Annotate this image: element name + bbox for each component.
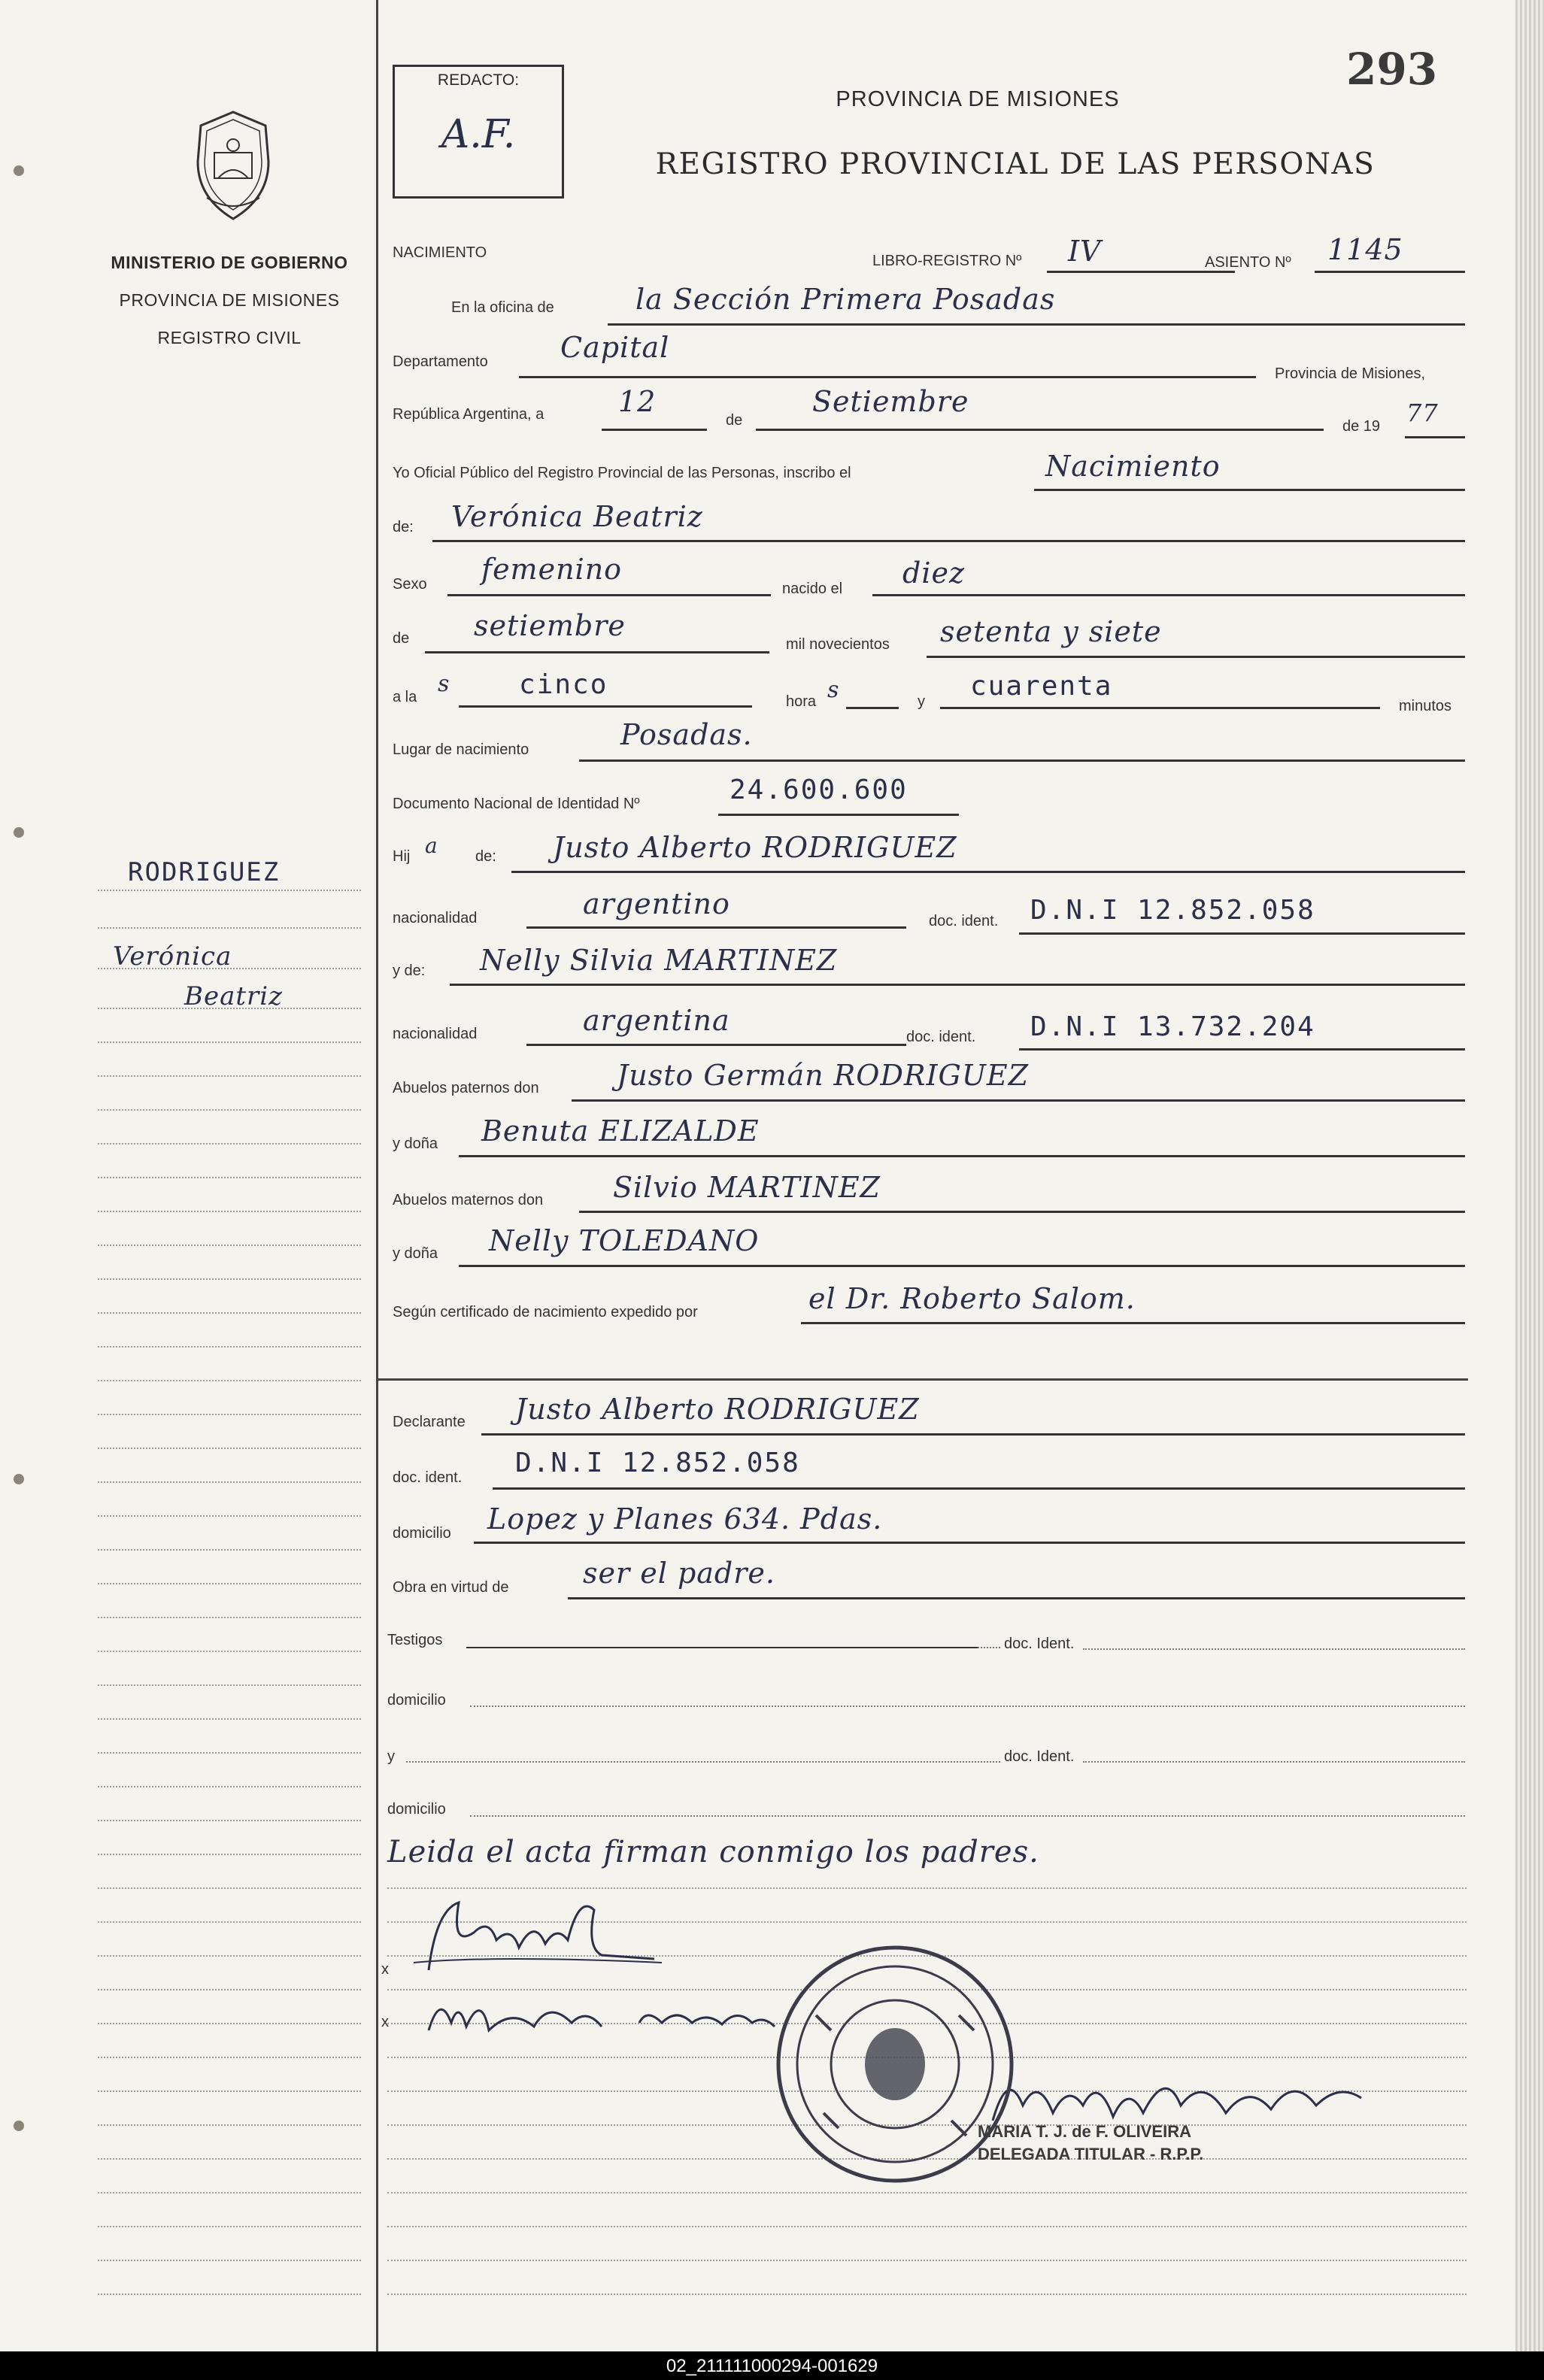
declarante-label: Declarante bbox=[393, 1414, 466, 1430]
redacto-label: REDACTO: bbox=[437, 71, 520, 89]
testigos-doc-label: doc. Ident. bbox=[1004, 1636, 1075, 1652]
domicilio-line bbox=[474, 1542, 1465, 1544]
testigos-domicilio-label: domicilio bbox=[387, 1692, 446, 1708]
year-words-line bbox=[927, 656, 1465, 658]
departamento-line bbox=[519, 376, 1256, 378]
hora-s-line bbox=[846, 707, 899, 709]
margin-rule bbox=[98, 1718, 361, 1720]
testigos-domicilio-dots bbox=[470, 1705, 1465, 1707]
year-value: 77 bbox=[1406, 399, 1439, 427]
dona-2-label: y doña bbox=[393, 1245, 438, 1262]
signature-rule bbox=[387, 2294, 1467, 2295]
margin-rule bbox=[98, 1989, 361, 1990]
margin-rule bbox=[98, 2192, 361, 2194]
dona-1-line bbox=[459, 1155, 1465, 1157]
departamento-label: Departamento bbox=[393, 353, 488, 370]
minutes-y-label: y bbox=[918, 693, 925, 710]
abuela-paterna-value: Benuta ELIZALDE bbox=[481, 1114, 760, 1148]
margin-rule bbox=[98, 1075, 361, 1077]
redacto-box bbox=[393, 65, 564, 199]
mother-de-label: y de: bbox=[393, 963, 426, 979]
signature-rule bbox=[387, 2260, 1467, 2261]
record-type-label: NACIMIENTO bbox=[393, 244, 487, 261]
testigos-doc-dots bbox=[1083, 1648, 1465, 1650]
y2-label: y bbox=[387, 1748, 395, 1765]
margin-given-name-1: Verónica bbox=[113, 941, 232, 972]
margin-rule bbox=[98, 1346, 361, 1348]
asiento-line bbox=[1315, 271, 1465, 273]
domicilio-value: Lopez y Planes 634. Pdas. bbox=[487, 1502, 883, 1536]
nacionalidad-1-value: argentino bbox=[583, 887, 730, 920]
margin-rule bbox=[98, 2294, 361, 2295]
father-name: Justo Alberto RODRIGUEZ bbox=[553, 831, 957, 864]
nacionalidad-1-label: nacionalidad bbox=[393, 910, 478, 926]
declarante-doc-line bbox=[493, 1487, 1465, 1490]
margin-rule bbox=[98, 1786, 361, 1787]
margin-rule bbox=[98, 1549, 361, 1551]
minutes-value: cuarenta bbox=[970, 671, 1113, 702]
testigos-strike bbox=[466, 1647, 978, 1648]
hora-s: s bbox=[827, 677, 840, 703]
asiento-value: 1145 bbox=[1327, 233, 1403, 266]
margin-rule bbox=[98, 1041, 361, 1043]
hour-line bbox=[459, 705, 752, 708]
margin-given-name-2: Beatriz bbox=[184, 981, 284, 1011]
dona-1-label: y doña bbox=[393, 1135, 438, 1152]
ministry-province: PROVINCIA DE MISIONES bbox=[119, 290, 340, 310]
ala-label: a la bbox=[393, 689, 417, 705]
ministry-registry: REGISTRO CIVIL bbox=[157, 328, 302, 347]
sexo-value: femenino bbox=[481, 553, 623, 586]
departamento-value: Capital bbox=[560, 331, 670, 364]
hora-label: hora bbox=[786, 693, 817, 710]
nacido-value: diez bbox=[902, 556, 965, 590]
abuela-materna-value: Nelly TOLEDANO bbox=[489, 1224, 760, 1257]
month2-de-label: de bbox=[393, 630, 410, 647]
name-line bbox=[432, 540, 1465, 542]
margin-rule bbox=[98, 1481, 361, 1483]
lugar-label: Lugar de nacimiento bbox=[393, 741, 529, 758]
margin-rule bbox=[98, 1921, 361, 1923]
doc-2-line bbox=[1019, 1048, 1465, 1051]
oficina-value: la Sección Primera Posadas bbox=[635, 283, 1056, 316]
doc-2-label: doc. ident. bbox=[906, 1029, 976, 1045]
dni-value: 24.600.600 bbox=[730, 775, 908, 805]
mother-name: Nelly Silvia MARTINEZ bbox=[480, 944, 838, 977]
abuelos-maternos-line bbox=[579, 1211, 1465, 1213]
signature-rule bbox=[387, 2226, 1467, 2227]
y2-dots bbox=[406, 1761, 1000, 1763]
binder-hole bbox=[14, 2121, 24, 2131]
abuelos-paternos-line bbox=[572, 1099, 1465, 1102]
oficial-label: Yo Oficial Público del Registro Provincial de las Personas, inscribo el bbox=[393, 465, 851, 481]
margin-rule bbox=[98, 1008, 361, 1009]
binder-hole bbox=[14, 165, 24, 176]
father-signature-icon bbox=[406, 1887, 677, 1985]
ala-s: s bbox=[438, 671, 450, 697]
libro-value: IV bbox=[1068, 235, 1102, 268]
margin-rule bbox=[98, 2124, 361, 2126]
margin-rule bbox=[98, 1177, 361, 1178]
margin-rule bbox=[98, 1211, 361, 1212]
signature-rule bbox=[387, 2192, 1467, 2194]
hij-suffix: a bbox=[425, 833, 438, 858]
lugar-line bbox=[579, 759, 1465, 762]
doc-1-line bbox=[1019, 932, 1465, 935]
dona-2-line bbox=[459, 1265, 1465, 1267]
oficial-value: Nacimiento bbox=[1045, 450, 1221, 483]
margin-rule bbox=[98, 2260, 361, 2261]
doc-1-value: D.N.I 12.852.058 bbox=[1030, 895, 1315, 926]
y2-domicilio-label: domicilio bbox=[387, 1801, 446, 1818]
certificado-label: Según certificado de nacimiento expedido por bbox=[393, 1304, 698, 1320]
nacido-label: nacido el bbox=[782, 581, 843, 597]
abuelo-paterno-value: Justo Germán RODRIGUEZ bbox=[617, 1059, 1030, 1092]
asiento-label: ASIENTO Nº bbox=[1205, 254, 1291, 271]
margin-rule bbox=[98, 1380, 361, 1381]
month2-line bbox=[425, 651, 769, 653]
column-divider bbox=[376, 0, 378, 2351]
month-line bbox=[756, 429, 1324, 431]
margin-rule bbox=[98, 1651, 361, 1652]
binder-hole bbox=[14, 827, 24, 838]
child-name: Verónica Beatriz bbox=[451, 500, 703, 533]
mil-label: mil novecientos bbox=[786, 636, 890, 653]
margin-rule bbox=[98, 2090, 361, 2092]
declarante-doc-label: doc. ident. bbox=[393, 1469, 463, 1486]
margin-rule bbox=[98, 1414, 361, 1415]
declarante-doc-value: D.N.I 12.852.058 bbox=[515, 1448, 800, 1478]
nacionalidad-2-line bbox=[526, 1044, 906, 1046]
signature-marker-2: x bbox=[381, 2014, 389, 2030]
oficina-label: En la oficina de bbox=[451, 299, 554, 316]
lugar-value: Posadas. bbox=[620, 718, 753, 751]
margin-rule bbox=[98, 1143, 361, 1145]
certificado-line bbox=[801, 1322, 1465, 1324]
margin-rule bbox=[98, 1109, 361, 1111]
margin-rule bbox=[98, 1617, 361, 1618]
nacionalidad-1-line bbox=[526, 926, 906, 929]
margin-rule bbox=[98, 2158, 361, 2160]
province-title: PROVINCIA DE MISIONES bbox=[836, 87, 1120, 111]
hij-label: Hij bbox=[393, 848, 411, 865]
libro-label: LIBRO-REGISTRO Nº bbox=[872, 253, 1022, 269]
margin-rule bbox=[98, 1515, 361, 1517]
margin-rule bbox=[98, 2226, 361, 2227]
abuelos-paternos-label: Abuelos paternos don bbox=[393, 1080, 539, 1096]
hour-value: cinco bbox=[519, 669, 608, 700]
margin-rule bbox=[98, 927, 361, 929]
day-line bbox=[602, 429, 707, 431]
sheet-number: 293 bbox=[1346, 44, 1438, 95]
obra-line bbox=[568, 1597, 1465, 1599]
minutos-label: minutos bbox=[1399, 698, 1452, 714]
obra-value: ser el padre. bbox=[583, 1557, 775, 1590]
signature-marker-1: x bbox=[381, 1961, 389, 1978]
y2-doc-dots bbox=[1083, 1761, 1465, 1763]
oficial-line bbox=[1034, 489, 1465, 491]
testigos-label: Testigos bbox=[387, 1632, 443, 1648]
declarante-line bbox=[481, 1433, 1465, 1436]
y2-doc-label: doc. Ident. bbox=[1004, 1748, 1075, 1765]
republica-label: República Argentina, a bbox=[393, 406, 544, 423]
abuelo-materno-value: Silvio MARTINEZ bbox=[613, 1171, 881, 1204]
margin-rule bbox=[98, 1278, 361, 1280]
nacionalidad-2-label: nacionalidad bbox=[393, 1026, 478, 1042]
provincia-suffix: Provincia de Misiones, bbox=[1275, 365, 1426, 382]
margin-rule bbox=[98, 1854, 361, 1855]
day-value: 12 bbox=[618, 385, 657, 418]
official-name: MARIA T. J. de F. OLIVEIRA bbox=[978, 2122, 1191, 2141]
margin-rule bbox=[98, 1583, 361, 1584]
image-caption: 02_211111000294-001629 bbox=[666, 2356, 878, 2376]
margin-rule bbox=[98, 1245, 361, 1246]
margin-rule bbox=[98, 1684, 361, 1686]
margin-rule bbox=[98, 1312, 361, 1314]
father-de-label: de: bbox=[475, 848, 496, 865]
margin-rule bbox=[98, 968, 361, 969]
obra-label: Obra en virtud de bbox=[393, 1579, 509, 1596]
doc-2-value: D.N.I 13.732.204 bbox=[1030, 1011, 1315, 1042]
date-de-label: de bbox=[726, 412, 743, 429]
ministry-name: MINISTERIO DE GOBIERNO bbox=[111, 253, 348, 272]
registry-title: REGISTRO PROVINCIAL DE LAS PERSONAS bbox=[655, 147, 1376, 181]
margin-surname: RODRIGUEZ bbox=[128, 857, 281, 887]
margin-rule bbox=[98, 1820, 361, 1821]
father-line bbox=[511, 871, 1465, 873]
binder-hole bbox=[14, 1474, 24, 1484]
sexo-line bbox=[447, 594, 771, 596]
minutes-line bbox=[940, 707, 1380, 709]
oficina-line bbox=[608, 323, 1465, 326]
closing-statement: Leida el acta firman conmigo los padres. bbox=[387, 1835, 1039, 1869]
margin-rule bbox=[98, 890, 361, 891]
margin-rule bbox=[98, 1887, 361, 1889]
dni-line bbox=[718, 814, 959, 816]
doc-1-label: doc. ident. bbox=[929, 913, 999, 929]
official-signature-block bbox=[978, 2121, 1203, 2166]
redacto-initials: A.F. bbox=[441, 112, 516, 157]
page-stack-edge bbox=[1515, 0, 1544, 2351]
domicilio-label: domicilio bbox=[393, 1525, 451, 1542]
abuelos-maternos-label: Abuelos maternos don bbox=[393, 1192, 544, 1208]
declarante-value: Justo Alberto RODRIGUEZ bbox=[515, 1393, 920, 1426]
provincial-crest-icon bbox=[184, 109, 282, 222]
mother-line bbox=[450, 984, 1465, 986]
month2-value: setiembre bbox=[474, 609, 626, 642]
section-divider bbox=[378, 1378, 1468, 1381]
margin-rule bbox=[98, 1448, 361, 1449]
nacionalidad-2-value: argentina bbox=[583, 1004, 730, 1037]
y2-domicilio-dots bbox=[470, 1815, 1465, 1817]
year-prefix-label: de 19 bbox=[1342, 418, 1381, 435]
certificado-value: el Dr. Roberto Salom. bbox=[808, 1282, 1136, 1315]
dni-label: Documento Nacional de Identidad Nº bbox=[393, 796, 640, 812]
margin-rule bbox=[98, 2023, 361, 2024]
year-words-value: setenta y siete bbox=[940, 615, 1162, 648]
margin-rule bbox=[98, 1752, 361, 1754]
testigos-dots bbox=[978, 1647, 1000, 1648]
name-de-label: de: bbox=[393, 519, 414, 535]
month-value: Setiembre bbox=[812, 385, 969, 418]
sexo-label: Sexo bbox=[393, 576, 427, 593]
nacido-line bbox=[872, 594, 1465, 596]
mother-signature-icon bbox=[421, 1985, 782, 2053]
margin-rule bbox=[98, 2057, 361, 2058]
year-line bbox=[1405, 436, 1465, 438]
official-title: DELEGADA TITULAR - R.P.P. bbox=[978, 2145, 1204, 2163]
margin-rule bbox=[98, 1955, 361, 1957]
